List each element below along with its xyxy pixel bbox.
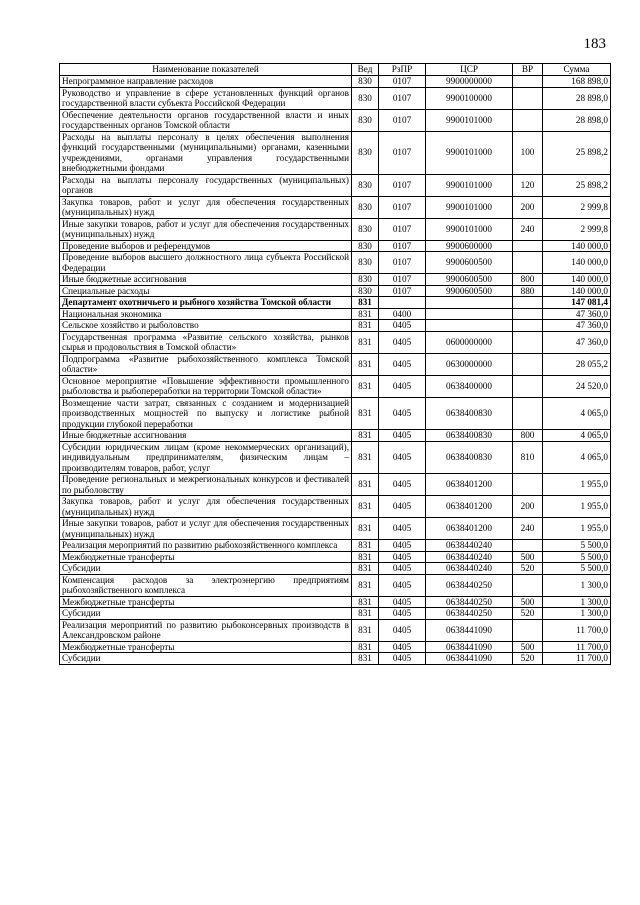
cell-rzpr: 0405 (379, 320, 426, 332)
cell-name: Непрограммное направление расходов (60, 76, 352, 88)
cell-vr (513, 375, 543, 397)
table-row (60, 76, 611, 88)
header-csr: ЦСР (426, 64, 513, 76)
cell-ved: 831 (352, 375, 379, 397)
cell-rzpr: 0107 (379, 76, 426, 88)
cell-ved: 831 (352, 619, 379, 641)
cell-sum: 140 000,0 (543, 285, 611, 297)
cell-csr: 9900101000 (426, 196, 513, 218)
table-header (60, 64, 611, 76)
cell-rzpr: 0107 (379, 274, 426, 286)
cell-vr (513, 76, 543, 88)
cell-vr: 200 (513, 496, 543, 518)
cell-ved: 831 (352, 474, 379, 496)
cell-ved: 831 (352, 540, 379, 552)
table-row (60, 441, 611, 474)
cell-rzpr: 0405 (379, 563, 426, 575)
cell-name: Межбюджетные трансферты (60, 641, 352, 653)
table-row (60, 285, 611, 297)
cell-rzpr: 0405 (379, 397, 426, 430)
cell-ved: 831 (352, 397, 379, 430)
cell-ved: 831 (352, 574, 379, 596)
cell-vr: 800 (513, 430, 543, 442)
cell-sum: 28 055,2 (543, 353, 611, 375)
cell-csr: 0638400830 (426, 397, 513, 430)
cell-rzpr: 0405 (379, 653, 426, 665)
cell-sum: 1 300,0 (543, 608, 611, 620)
cell-csr: 0638401200 (426, 496, 513, 518)
header-rzpr: РзПР (379, 64, 426, 76)
cell-rzpr: 0405 (379, 608, 426, 620)
cell-rzpr: 0405 (379, 353, 426, 375)
cell-ved: 830 (352, 218, 379, 240)
cell-ved: 831 (352, 608, 379, 620)
cell-name: Подпрограмма «Развитие рыбохозяйственного комплекса Томской области» (60, 353, 352, 375)
cell-ved: 831 (352, 297, 379, 309)
cell-vr: 500 (513, 596, 543, 608)
cell-sum: 28 898,0 (543, 87, 611, 109)
cell-sum: 168 898,0 (543, 76, 611, 88)
cell-csr (426, 297, 513, 309)
cell-sum: 140 000,0 (543, 240, 611, 252)
cell-name: Межбюджетные трансферты (60, 596, 352, 608)
cell-name: Субсидии (60, 608, 352, 620)
cell-ved: 830 (352, 174, 379, 196)
cell-ved: 831 (352, 653, 379, 665)
table-row (60, 353, 611, 375)
cell-ved: 831 (352, 320, 379, 332)
cell-vr (513, 397, 543, 430)
cell-sum: 25 898,2 (543, 174, 611, 196)
cell-ved: 831 (352, 518, 379, 540)
cell-vr (513, 353, 543, 375)
table-row (60, 563, 611, 575)
cell-sum: 11 700,0 (543, 641, 611, 653)
cell-rzpr: 0405 (379, 596, 426, 608)
cell-csr: 9900600000 (426, 240, 513, 252)
cell-csr: 0638401200 (426, 474, 513, 496)
header-ved: Вед (352, 64, 379, 76)
cell-csr (426, 308, 513, 320)
cell-sum: 28 898,0 (543, 109, 611, 131)
cell-csr: 9900600500 (426, 252, 513, 274)
cell-rzpr: 0405 (379, 619, 426, 641)
cell-csr: 0630000000 (426, 353, 513, 375)
cell-csr: 0638440240 (426, 563, 513, 575)
cell-name: Расходы на выплаты персоналу государственных (муниципальных) органов (60, 174, 352, 196)
cell-rzpr: 0107 (379, 218, 426, 240)
table-row (60, 540, 611, 552)
table-row (60, 131, 611, 174)
cell-ved: 830 (352, 252, 379, 274)
table-row (60, 474, 611, 496)
cell-vr (513, 331, 543, 353)
cell-vr: 200 (513, 196, 543, 218)
cell-csr: 0638440250 (426, 608, 513, 620)
cell-rzpr: 0405 (379, 375, 426, 397)
header-sum: Сумма (543, 64, 611, 76)
cell-rzpr: 0107 (379, 196, 426, 218)
cell-rzpr: 0405 (379, 551, 426, 563)
cell-sum: 4 065,0 (543, 441, 611, 474)
cell-vr: 240 (513, 218, 543, 240)
cell-vr: 520 (513, 653, 543, 665)
cell-rzpr: 0405 (379, 474, 426, 496)
cell-vr: 810 (513, 441, 543, 474)
cell-vr: 880 (513, 285, 543, 297)
cell-csr: 9900101000 (426, 131, 513, 174)
table-row (60, 430, 611, 442)
page-number: 183 (583, 36, 606, 52)
cell-sum: 11 700,0 (543, 653, 611, 665)
table-row (60, 109, 611, 131)
header-vr: ВР (513, 64, 543, 76)
table-row (60, 574, 611, 596)
cell-name: Проведение выборов и референдумов (60, 240, 352, 252)
cell-vr (513, 474, 543, 496)
cell-name: Межбюджетные трансферты (60, 551, 352, 563)
cell-rzpr: 0107 (379, 87, 426, 109)
cell-ved: 831 (352, 430, 379, 442)
cell-csr: 0638401200 (426, 518, 513, 540)
cell-name: Государственная программа «Развитие сельского хозяйства, рынков сырья и продовольствия в Томской области» (60, 331, 352, 353)
table-row (60, 653, 611, 665)
cell-name: Закупка товаров, работ и услуг для обеспечения государственных (муниципальных) нужд (60, 196, 352, 218)
cell-sum: 4 065,0 (543, 430, 611, 442)
cell-csr: 9900101000 (426, 174, 513, 196)
cell-vr (513, 252, 543, 274)
cell-sum: 1 955,0 (543, 496, 611, 518)
table-row (60, 518, 611, 540)
cell-csr: 0638400830 (426, 430, 513, 442)
cell-sum: 140 000,0 (543, 252, 611, 274)
cell-rzpr: 0400 (379, 308, 426, 320)
cell-csr: 0638440240 (426, 551, 513, 563)
table-row (60, 320, 611, 332)
cell-name: Субсидии (60, 653, 352, 665)
cell-csr: 0638441090 (426, 619, 513, 641)
cell-name: Реализация мероприятий по развитию рыбоконсервных производств в Александровском районе (60, 619, 352, 641)
cell-vr: 520 (513, 608, 543, 620)
cell-vr (513, 297, 543, 309)
cell-name: Иные бюджетные ассигнования (60, 430, 352, 442)
cell-sum: 1 955,0 (543, 474, 611, 496)
cell-rzpr: 0405 (379, 641, 426, 653)
cell-csr: 0638400000 (426, 375, 513, 397)
cell-vr: 800 (513, 274, 543, 286)
cell-rzpr: 0405 (379, 540, 426, 552)
cell-vr (513, 308, 543, 320)
cell-name: Департамент охотничьего и рыбного хозяйства Томской области (60, 297, 352, 309)
table-row-department (60, 297, 611, 309)
cell-name: Закупка товаров, работ и услуг для обеспечения государственных (муниципальных) нужд (60, 496, 352, 518)
table-row (60, 641, 611, 653)
cell-ved: 831 (352, 308, 379, 320)
cell-name: Основное мероприятие «Повышение эффективности промышленного рыболовства и рыбопереработки на территории Томской области» (60, 375, 352, 397)
cell-rzpr: 0405 (379, 430, 426, 442)
cell-sum: 24 520,0 (543, 375, 611, 397)
cell-sum: 147 081,4 (543, 297, 611, 309)
cell-vr: 240 (513, 518, 543, 540)
cell-name: Возмещение части затрат, связанных с созданием и модернизацией производственных мощностей по выпуску и логистике рыбной продукции глубокой переработки (60, 397, 352, 430)
cell-rzpr: 0107 (379, 240, 426, 252)
table-row (60, 87, 611, 109)
cell-sum: 1 300,0 (543, 574, 611, 596)
cell-sum: 2 999,8 (543, 196, 611, 218)
table-row (60, 252, 611, 274)
cell-sum: 47 360,0 (543, 331, 611, 353)
cell-ved: 831 (352, 551, 379, 563)
cell-vr: 500 (513, 641, 543, 653)
cell-csr: 9900101000 (426, 218, 513, 240)
cell-rzpr: 0405 (379, 518, 426, 540)
cell-name: Иные бюджетные ассигнования (60, 274, 352, 286)
cell-sum: 47 360,0 (543, 308, 611, 320)
table-row (60, 375, 611, 397)
cell-csr: 9900600500 (426, 274, 513, 286)
table-row (60, 196, 611, 218)
cell-csr: 0638440250 (426, 574, 513, 596)
cell-sum: 140 000,0 (543, 274, 611, 286)
cell-csr: 0638440240 (426, 540, 513, 552)
cell-ved: 831 (352, 496, 379, 518)
cell-sum: 11 700,0 (543, 619, 611, 641)
cell-name: Национальная экономика (60, 308, 352, 320)
cell-vr (513, 574, 543, 596)
cell-ved: 830 (352, 87, 379, 109)
cell-rzpr (379, 297, 426, 309)
cell-vr: 500 (513, 551, 543, 563)
cell-rzpr: 0107 (379, 174, 426, 196)
cell-sum: 5 500,0 (543, 563, 611, 575)
cell-rzpr: 0107 (379, 285, 426, 297)
header-name: Наименование показателей (60, 64, 352, 76)
cell-ved: 830 (352, 196, 379, 218)
header-row (60, 64, 611, 76)
table-row (60, 308, 611, 320)
cell-rzpr: 0405 (379, 574, 426, 596)
cell-name: Проведение выборов высшего должностного лица субъекта Российской Федерации (60, 252, 352, 274)
cell-sum: 5 500,0 (543, 551, 611, 563)
budget-table (59, 63, 611, 665)
table-row (60, 174, 611, 196)
cell-sum: 1 300,0 (543, 596, 611, 608)
cell-ved: 830 (352, 76, 379, 88)
table-body (60, 76, 611, 665)
cell-rzpr: 0107 (379, 252, 426, 274)
cell-vr: 100 (513, 131, 543, 174)
cell-rzpr: 0107 (379, 109, 426, 131)
cell-name: Руководство и управление в сфере установленных функций органов государственной власти субъекта Российской Федерации (60, 87, 352, 109)
cell-ved: 831 (352, 441, 379, 474)
cell-ved: 831 (352, 596, 379, 608)
cell-ved: 831 (352, 563, 379, 575)
cell-sum: 25 898,2 (543, 131, 611, 174)
cell-csr: 0638441090 (426, 641, 513, 653)
cell-csr: 9900000000 (426, 76, 513, 88)
cell-sum: 5 500,0 (543, 540, 611, 552)
cell-sum: 1 955,0 (543, 518, 611, 540)
cell-ved: 831 (352, 641, 379, 653)
cell-sum: 2 999,8 (543, 218, 611, 240)
cell-name: Иные закупки товаров, работ и услуг для обеспечения государственных (муниципальных) нужд (60, 218, 352, 240)
cell-name: Расходы на выплаты персоналу в целях обеспечения выполнения функций государственными (муниципальными) органами, казенными учреждениями, органами управления государственными внебюджетными фондами (60, 131, 352, 174)
cell-csr: 0600000000 (426, 331, 513, 353)
cell-vr (513, 619, 543, 641)
cell-csr: 9900600500 (426, 285, 513, 297)
cell-vr: 120 (513, 174, 543, 196)
cell-vr: 520 (513, 563, 543, 575)
cell-csr: 0638441090 (426, 653, 513, 665)
cell-name: Реализация мероприятий по развитию рыбохозяйственного комплекса (60, 540, 352, 552)
cell-name: Компенсация расходов за электроэнергию предприятиям рыбохозяйственного комплекса (60, 574, 352, 596)
cell-ved: 830 (352, 131, 379, 174)
cell-ved: 830 (352, 109, 379, 131)
cell-ved: 830 (352, 240, 379, 252)
table-row (60, 596, 611, 608)
cell-vr (513, 240, 543, 252)
cell-csr: 0638400830 (426, 441, 513, 474)
cell-vr (513, 87, 543, 109)
cell-rzpr: 0405 (379, 496, 426, 518)
cell-vr (513, 109, 543, 131)
table-row (60, 608, 611, 620)
cell-rzpr: 0107 (379, 131, 426, 174)
table-row (60, 551, 611, 563)
cell-ved: 831 (352, 331, 379, 353)
cell-name: Сельское хозяйство и рыболовство (60, 320, 352, 332)
cell-ved: 831 (352, 353, 379, 375)
cell-name: Субсидии юридическим лицам (кроме некоммерческих организаций), индивидуальным предпринимателям, физическим лицам – производителям товаров, работ, услуг (60, 441, 352, 474)
cell-ved: 830 (352, 285, 379, 297)
cell-csr: 9900101000 (426, 109, 513, 131)
table-row (60, 240, 611, 252)
table-row (60, 397, 611, 430)
table-row (60, 331, 611, 353)
cell-ved: 830 (352, 274, 379, 286)
cell-name: Иные закупки товаров, работ и услуг для обеспечения государственных (муниципальных) нужд (60, 518, 352, 540)
table-row (60, 274, 611, 286)
cell-vr (513, 540, 543, 552)
table-row (60, 496, 611, 518)
cell-name: Проведение региональных и межрегиональных конкурсов и фестивалей по рыболовству (60, 474, 352, 496)
table-row (60, 218, 611, 240)
cell-sum: 4 065,0 (543, 397, 611, 430)
cell-name: Субсидии (60, 563, 352, 575)
cell-vr (513, 320, 543, 332)
cell-sum: 47 360,0 (543, 320, 611, 332)
cell-name: Обеспечение деятельности органов государственной власти и иных государственных органов Томской области (60, 109, 352, 131)
cell-csr: 9900100000 (426, 87, 513, 109)
table-row (60, 619, 611, 641)
cell-csr: 0638440250 (426, 596, 513, 608)
cell-csr (426, 320, 513, 332)
cell-name: Специальные расходы (60, 285, 352, 297)
cell-rzpr: 0405 (379, 441, 426, 474)
cell-rzpr: 0405 (379, 331, 426, 353)
